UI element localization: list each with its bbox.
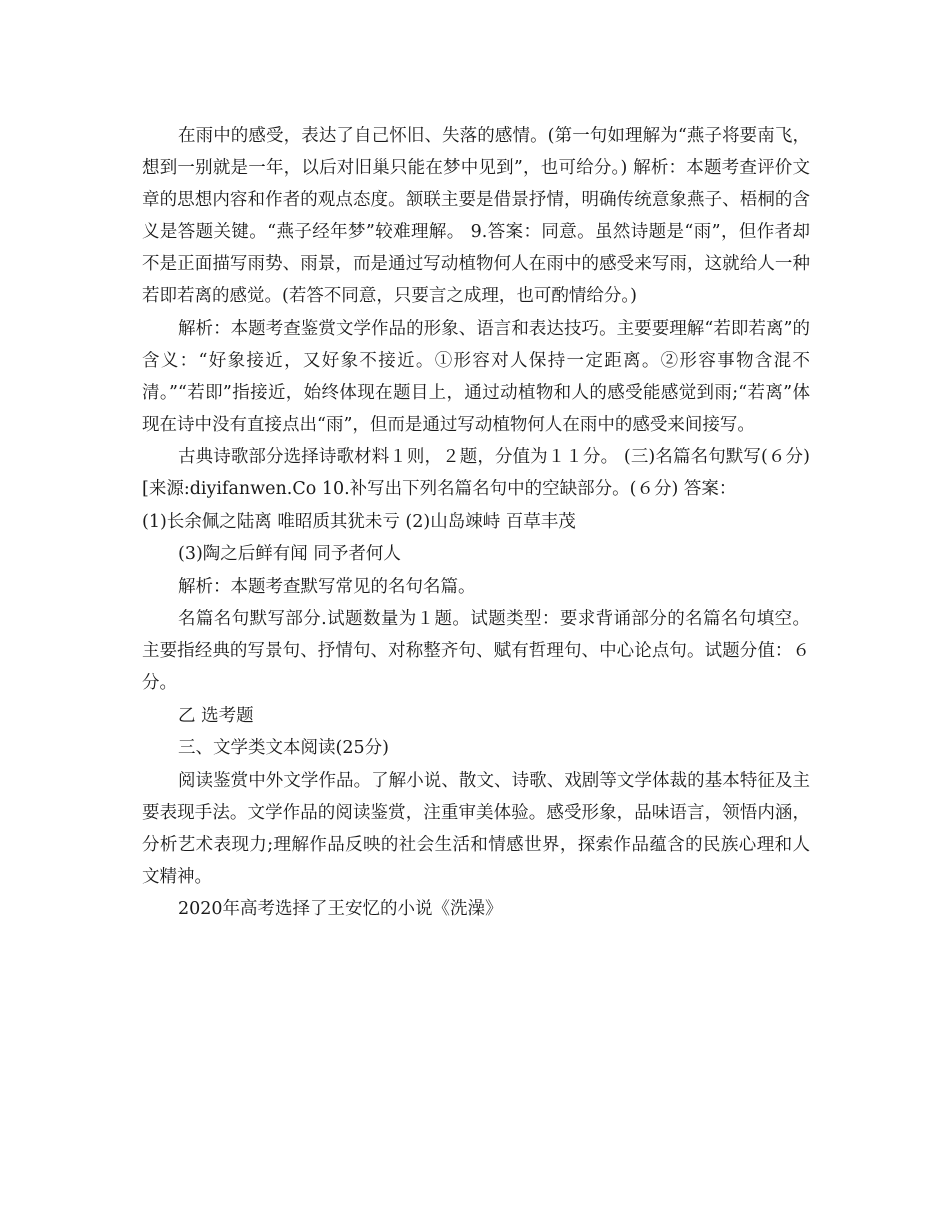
paragraph-analysis-recitation: 解析：本题考查默写常见的名句名篇。 — [178, 576, 476, 597]
paragraph-2020-exam: 2020年高考选择了王安忆的小说《洗澡》 — [178, 899, 503, 919]
section-heading-elective: 乙 选考题 — [178, 705, 254, 726]
document-page — [142, 120, 810, 926]
paragraph-classical-poetry-section: 古典诗歌部分选择诗歌材料１则，２题，分值为１１分。 (三)名篇名句默写(６分)[来源:diyifanwen.Co 10.补写出下列名篇名句中的空缺部分。(６分) 答案： — [142, 447, 810, 499]
paragraph-answer-3: (3)陶之后鲜有闻 同予者何人 — [178, 544, 401, 564]
paragraph-answer-analysis-8-9: 在雨中的感受，表达了自己怀旧、失落的感情。(第一句如理解为“燕子将要南飞，想到一别就是一年，以后对旧巢只能在梦中见到”，也可给分。) 解析：本题考查评价文章的思想内容和作者的观点态度。颔联主要是借景抒情，明确传统意象燕子、梧桐的含义是答题关键。“燕子经年梦”较难理解。 9.答案：同意。虽然诗题是“雨”，但作者却不是正面描写雨势、雨景，而是通过写动植物何人在雨中的感受来写雨，这就给人一种若即若离的感觉。(若答不同意，只要言之成理，也可酌情给分。) — [142, 126, 810, 306]
section-heading-literary-reading: 三、文学类文本阅读(25分) — [178, 738, 389, 758]
paragraph-literary-appreciation: 阅读鉴赏中外文学作品。了解小说、散文、诗歌、戏剧等文学体裁的基本特征及主要表现手法。文学作品的阅读鉴赏，注重审美体验。感受形象，品味语言，领悟内涵，分析艺术表现力;理解作品反映的社会生活和情感世界，探索作品蕴含的民族心理和人文精神。 — [142, 770, 810, 887]
paragraph-answer-1-2: (1)长余佩之陆离 唯昭质其犹未亏 (2)山岛竦峙 百草丰茂 — [142, 511, 576, 532]
paragraph-analysis-ruojiruoli: 解析：本题考查鉴赏文学作品的形象、语言和表达技巧。主要要理解“若即若离”的含义：“好象接近，又好象不接近。①形容对人保持一定距离。②形容事物含混不清。”“若即”指接近，始终体现在题目上，通过动植物和人的感受能感觉到雨;“若离”体现在诗中没有直接点出“雨”，但而是通过写动植物何人在雨中的感受来间接写。 — [142, 318, 810, 435]
paragraph-recitation-description: 名篇名句默写部分.试题数量为１题。试题类型：要求背诵部分的名篇名句填空。主要指经典的写景句、抒情句、对称整齐句、赋有哲理句、中心论点句。试题分值：６分。 — [142, 609, 810, 693]
